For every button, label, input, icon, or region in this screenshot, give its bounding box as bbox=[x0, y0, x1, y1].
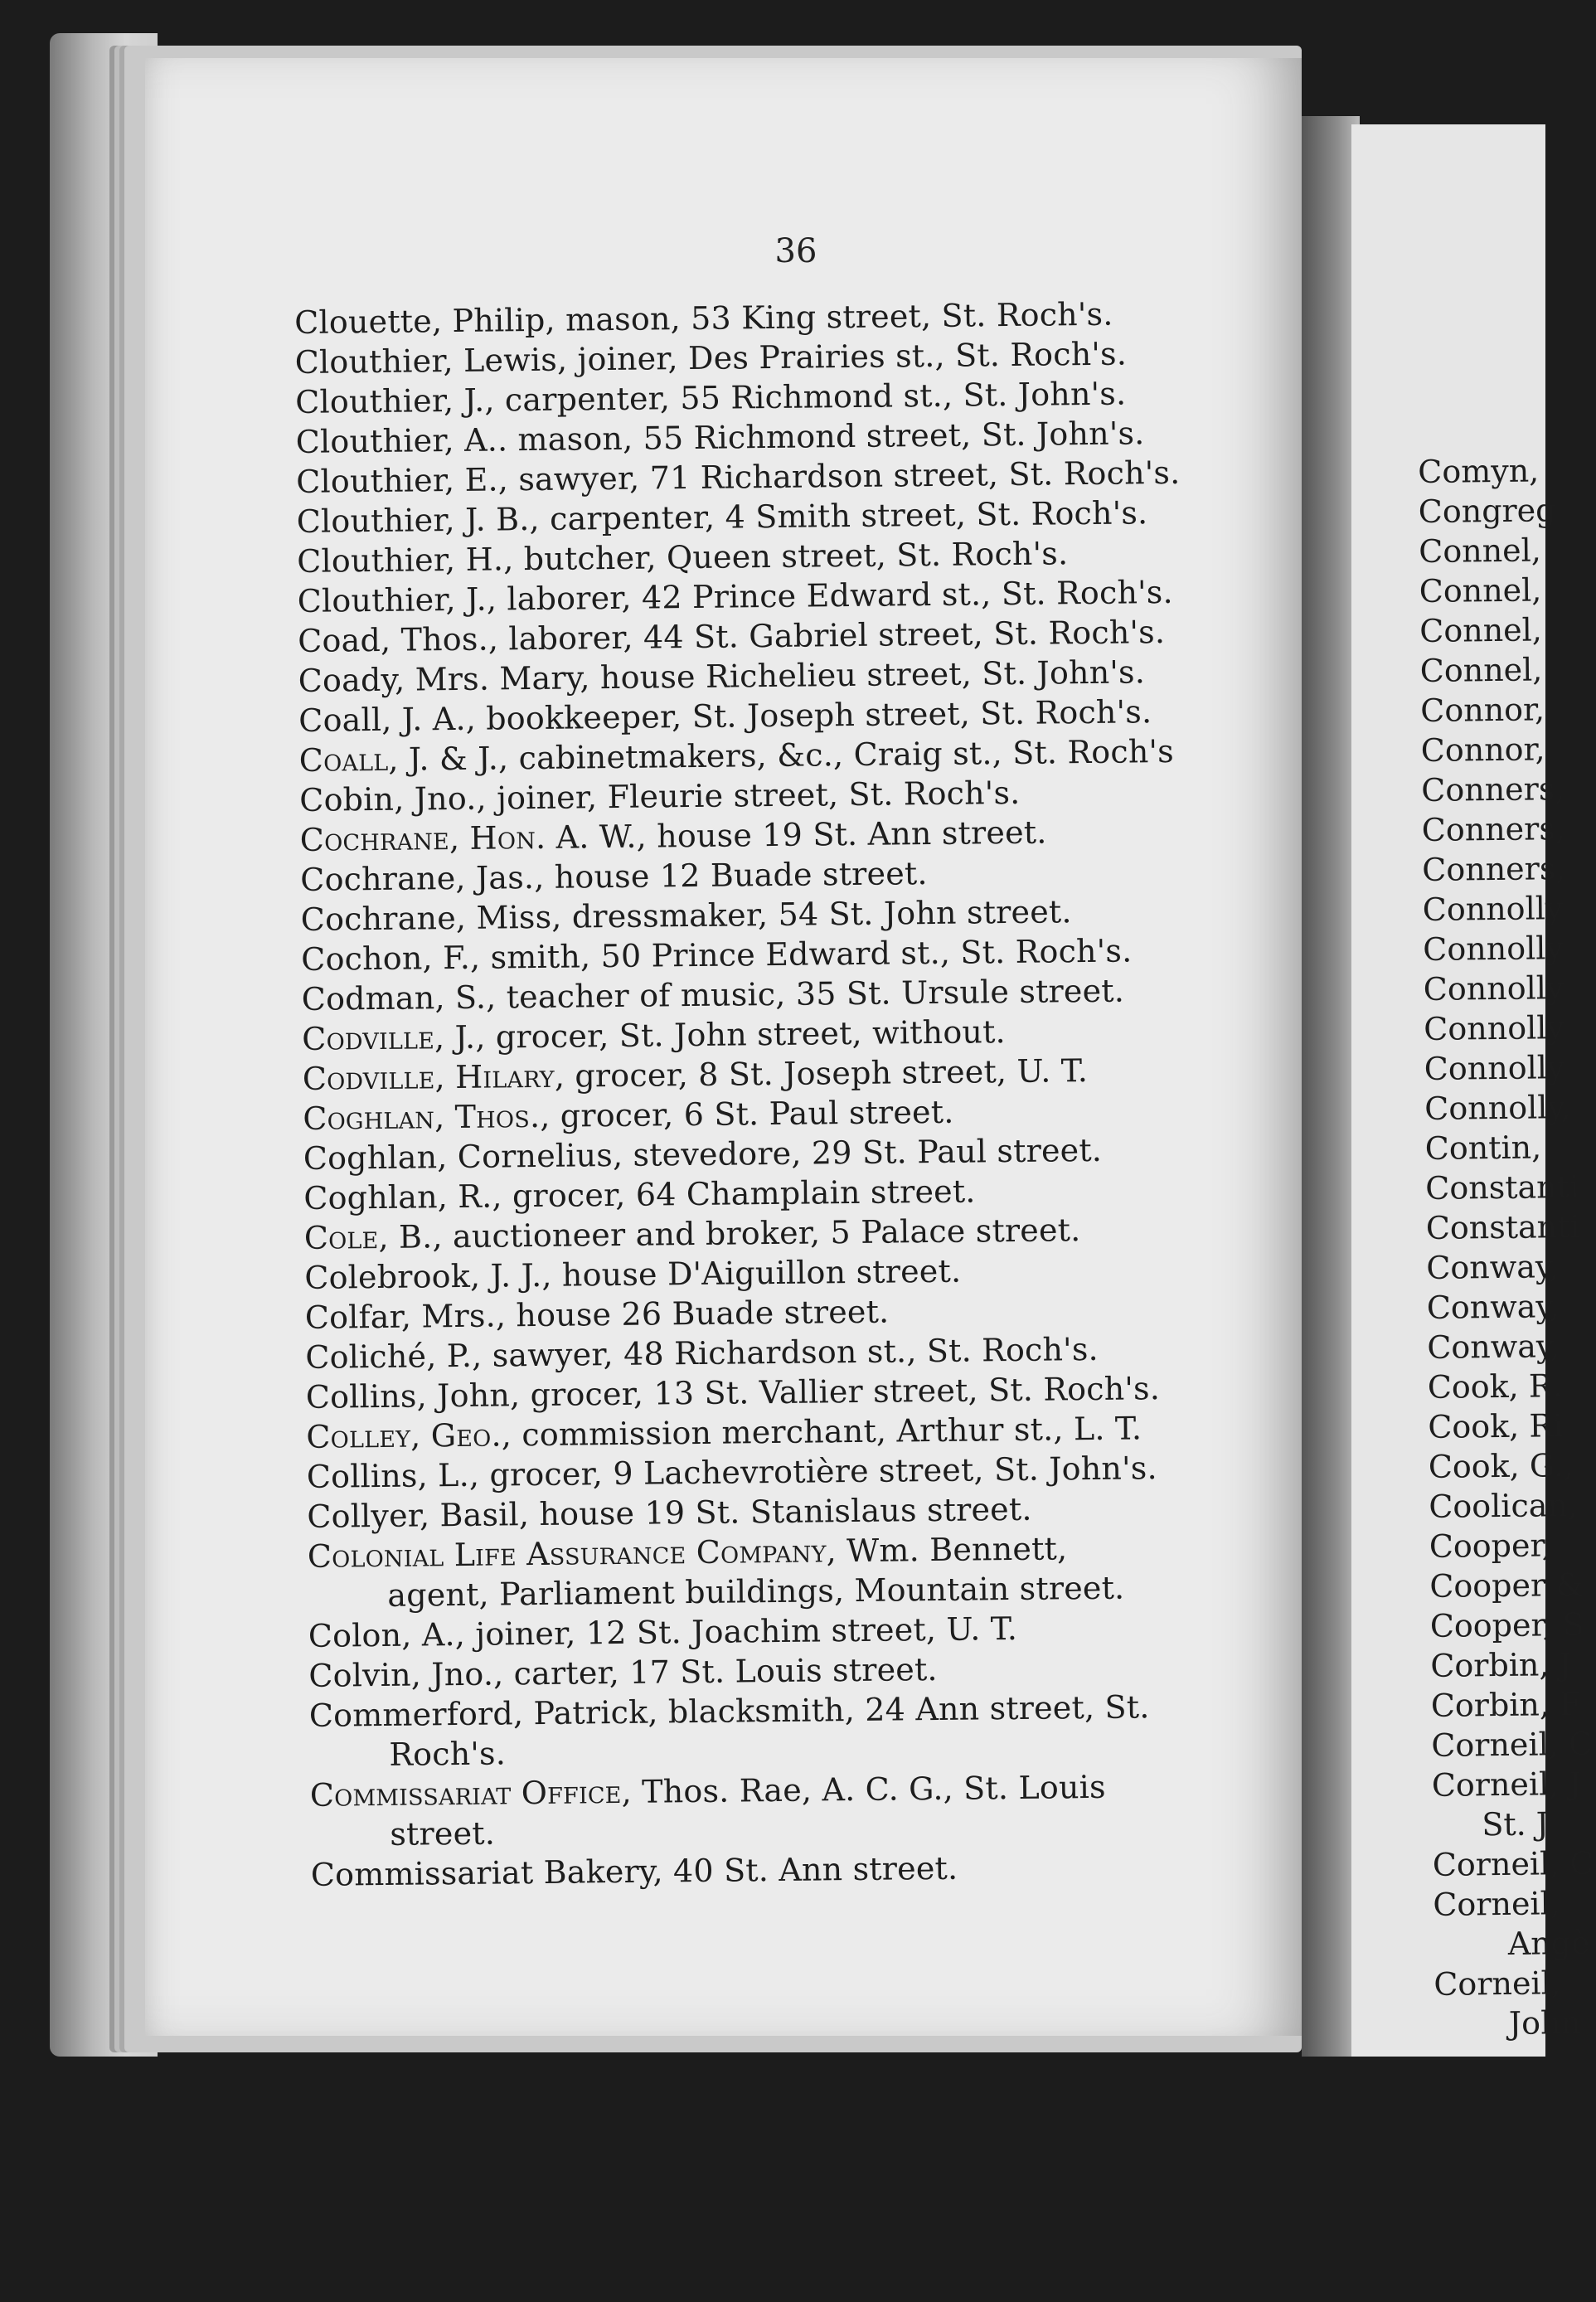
entry-name: Coall, J. & J. bbox=[298, 740, 499, 779]
entry-details: , L., grocer, 9 Lachevrotière street, St. John's. bbox=[417, 1450, 1157, 1494]
entry-details: , H., butcher, Queen street, St. Roch's. bbox=[444, 535, 1069, 579]
entry-name: Colley, Geo. bbox=[306, 1416, 502, 1455]
facing-entry: Conway, bbox=[1426, 1288, 1560, 1326]
facing-entry: Cook, Ri bbox=[1428, 1407, 1564, 1445]
directory-entry bbox=[309, 1687, 1197, 1775]
facing-entry: Coolican, bbox=[1429, 1487, 1579, 1525]
entry-name: Colebrook bbox=[304, 1257, 471, 1296]
facing-entry: Connolly bbox=[1424, 1009, 1565, 1047]
directory-entries bbox=[294, 294, 1198, 1895]
entry-name: Clouthier bbox=[297, 542, 446, 580]
entry-continuation: Roch's. bbox=[389, 1735, 507, 1773]
facing-entry: Connolly, bbox=[1424, 1089, 1572, 1127]
facing-page-list bbox=[1418, 450, 1596, 2044]
entry-details: , Wm. Bennett, bbox=[826, 1530, 1068, 1570]
entry-name: Coad bbox=[298, 621, 381, 659]
entry-name: Coady bbox=[298, 661, 395, 699]
facing-entry: Comyn, bbox=[1418, 452, 1540, 490]
facing-entry: Cooper, bbox=[1429, 1527, 1552, 1565]
entry-details: , grocer, 6 St. Paul street. bbox=[540, 1093, 954, 1134]
facing-entry: Conway, bbox=[1427, 1328, 1560, 1366]
entry-details: , Thos. Rae, A. C. G., St. Louis bbox=[621, 1768, 1106, 1810]
entry-name: Cobin bbox=[299, 780, 395, 818]
entry-name: Collins bbox=[305, 1377, 417, 1416]
entry-name: Commerford bbox=[308, 1695, 514, 1734]
entry-details: , J., carpenter, 55 Richmond st., St. John's. bbox=[443, 375, 1127, 420]
facing-entry: Connolly bbox=[1423, 969, 1564, 1008]
entry-details: , A., joiner, 12 St. Joachim street, U. T. bbox=[401, 1610, 1018, 1654]
entry-details: , J., laborer, 42 Prince Edward st., St. Roch's. bbox=[445, 573, 1174, 619]
entry-details: , R., grocer, 64 Champlain street. bbox=[437, 1173, 976, 1216]
facing-entry: Connel, bbox=[1419, 651, 1543, 689]
entry-name: Cochon bbox=[301, 940, 423, 978]
entry-name: Clouthier bbox=[294, 342, 444, 381]
entry-name: Colfar bbox=[304, 1298, 402, 1336]
entry-details: , auctioneer and broker, 5 Palace street. bbox=[432, 1212, 1081, 1255]
facing-entry: Conway, bbox=[1426, 1248, 1560, 1286]
entry-details: , cabinetmakers, &c., Craig st., St. Roch's bbox=[497, 732, 1175, 777]
entry-name: Commissariat bbox=[310, 1854, 534, 1893]
page-number: 36 bbox=[774, 232, 817, 270]
facing-entry: Contin, bbox=[1424, 1129, 1542, 1167]
entry-name: Colvin bbox=[308, 1656, 411, 1694]
facing-entry: Connor, bbox=[1420, 731, 1545, 769]
facing-entry: Angè bbox=[1507, 1924, 1590, 1962]
entry-details: , Cornelius, stevedore, 29 St. Paul street. bbox=[437, 1131, 1103, 1176]
facing-entry: Corneil, J bbox=[1431, 1765, 1582, 1804]
entry-details: , Miss, dressmaker, 54 St. John street. bbox=[455, 893, 1072, 936]
entry-details: , Philip, mason, 53 King street, St. Roch's. bbox=[431, 295, 1113, 340]
facing-entry: Cook, G., bbox=[1428, 1447, 1574, 1485]
entry-details: , A.. mason, 55 Richmond street, St. John's. bbox=[444, 415, 1145, 459]
facing-entry: Connolly bbox=[1424, 1049, 1565, 1087]
entry-details: , Jas., house 12 Buade street. bbox=[455, 855, 928, 897]
entry-name: Coghlan bbox=[303, 1178, 438, 1217]
facing-entry: John bbox=[1508, 2004, 1582, 2042]
entry-name: Commissariat Office bbox=[309, 1773, 622, 1814]
entry-details: , Mrs. Mary, house Richelieu street, St. John's. bbox=[394, 653, 1146, 698]
facing-entry: Corneil, C bbox=[1431, 1725, 1594, 1764]
entry-details: , John, grocer, 13 St. Vallier street, St. Roch's. bbox=[416, 1370, 1161, 1415]
entry-details: , Jno., joiner, Fleurie street, St. Roch's. bbox=[393, 774, 1021, 818]
facing-entry: Connel, bbox=[1419, 571, 1542, 609]
entry-name: Codville, Hilary bbox=[302, 1057, 555, 1097]
facing-entry: Corneil, bbox=[1433, 1964, 1562, 2003]
entry-name: Coghlan, Thos. bbox=[303, 1097, 541, 1137]
facing-entry: Corbin, F bbox=[1430, 1686, 1582, 1724]
entry-details: , Basil, house 19 St. Stanislaus street. bbox=[419, 1490, 1032, 1534]
entry-name: Clouthier bbox=[297, 581, 446, 619]
entry-details: , E., sawyer, 71 Richardson street, St. Roch's. bbox=[444, 454, 1181, 499]
entry-details: Bakery, 40 St. Ann street. bbox=[533, 1849, 958, 1892]
entry-name: Cole, B. bbox=[303, 1218, 433, 1256]
entry-details: , J. A., bookkeeper, St. Joseph street, St. Roch's. bbox=[381, 693, 1152, 738]
entry-name: Clouthier bbox=[296, 502, 445, 540]
facing-entry: St. J bbox=[1482, 1805, 1550, 1843]
entry-name: Coall bbox=[298, 701, 382, 739]
facing-entry: Conners, bbox=[1421, 770, 1565, 809]
entry-name: Collyer bbox=[307, 1497, 420, 1535]
entry-name: Collins bbox=[306, 1457, 418, 1495]
entry-details: , Thos., laborer, 44 St. Gabriel street, St. Roch's. bbox=[380, 614, 1166, 658]
entry-details: , commission merchant, Arthur st., L. T. bbox=[501, 1410, 1142, 1454]
facing-entry: Cooper & bbox=[1429, 1566, 1584, 1605]
entry-name: Clouthier bbox=[295, 382, 444, 420]
facing-entry: Connel, bbox=[1419, 611, 1543, 649]
entry-details: , Lewis, joiner, Des Prairies st., St. Roch's. bbox=[443, 335, 1128, 380]
facing-entry: Connel, bbox=[1419, 532, 1542, 570]
facing-entry: Constanti bbox=[1425, 1168, 1580, 1207]
facing-entry: Conners, bbox=[1421, 810, 1566, 848]
entry-name: Codville, J. bbox=[302, 1018, 476, 1057]
directory-entry bbox=[310, 1766, 1198, 1855]
entry-details: , house 19 St. Ann street. bbox=[636, 813, 1047, 855]
entry-continuation: street. bbox=[390, 1814, 496, 1853]
entry-details: , grocer, 8 St. Joseph street, U. T. bbox=[554, 1052, 1089, 1095]
entry-name: Cochrane, Hon. A. W. bbox=[299, 818, 637, 858]
facing-entry: Congreg bbox=[1418, 492, 1556, 530]
facing-entry: Corneil, bbox=[1433, 1885, 1561, 1923]
entry-details: , grocer, St. John street, without. bbox=[475, 1013, 1007, 1056]
entry-name: Cochrane bbox=[300, 860, 456, 898]
entry-name: Cochrane bbox=[300, 900, 457, 938]
facing-entry: Constanti bbox=[1425, 1208, 1580, 1246]
entry-name: Clouthier bbox=[296, 462, 445, 500]
entry-details: , S., teacher of music, 35 St. Ursule street. bbox=[434, 972, 1125, 1017]
facing-entry: Cooper, S bbox=[1429, 1605, 1584, 1644]
entry-name: Coliché bbox=[305, 1338, 427, 1376]
entry-details: , J. J., house D'Aiguillon street. bbox=[469, 1252, 962, 1294]
entry-details: , Jno., carter, 17 St. Louis street. bbox=[410, 1650, 938, 1693]
facing-entry: Connolly bbox=[1422, 890, 1564, 928]
entry-name: Clouette bbox=[294, 303, 433, 341]
entry-name: Coghlan bbox=[303, 1139, 438, 1177]
facing-page bbox=[1351, 124, 1594, 2057]
facing-entry: Conners, bbox=[1422, 850, 1566, 888]
entry-name: Colonial Life Assurance Company bbox=[307, 1532, 827, 1575]
facing-entry: Corbin, J bbox=[1430, 1646, 1573, 1684]
facing-entry: Cook, R. bbox=[1427, 1367, 1563, 1406]
facing-entry: Connolly bbox=[1423, 930, 1564, 968]
entry-name: Colon bbox=[308, 1616, 402, 1654]
entry-continuation: agent, Parliament buildings, Mountain street. bbox=[387, 1569, 1125, 1614]
entry-details: , F., smith, 50 Prince Edward st., St. Roch's. bbox=[422, 932, 1133, 977]
entry-details: , Mrs., house 26 Buade street. bbox=[400, 1293, 890, 1335]
entry-details: , Patrick, blacksmith, 24 Ann street, St. bbox=[512, 1688, 1150, 1732]
directory-entry bbox=[308, 1527, 1196, 1616]
facing-entry: Corneil, C bbox=[1432, 1844, 1594, 1883]
entry-name: Clouthier bbox=[295, 422, 444, 460]
facing-entry: Connor, bbox=[1420, 691, 1545, 729]
entry-details: , J. B., carpenter, 4 Smith street, St. Roch's. bbox=[444, 494, 1148, 539]
entry-details: , P., sawyer, 48 Richardson st., St. Roch's. bbox=[425, 1330, 1099, 1375]
entry-name: Codman bbox=[301, 979, 435, 1017]
